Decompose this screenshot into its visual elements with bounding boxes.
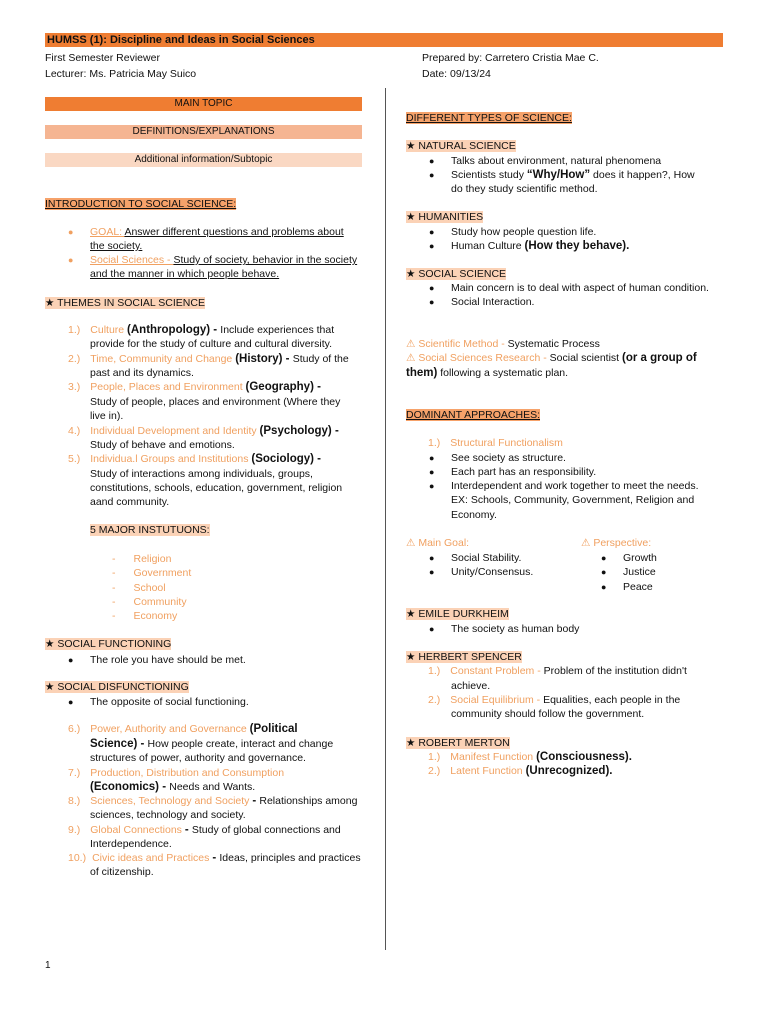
social-science-heading: ★ SOCIAL SCIENCE <box>406 268 507 280</box>
theme-5-cont: Study of interactions among individuals, groups, <box>90 468 313 480</box>
theme-5-cont3: aand community. <box>90 496 170 508</box>
spencer-heading: ★ HERBERT SPENCER <box>406 651 522 663</box>
theme-8-cont: sciences, technology and society. <box>90 809 246 821</box>
theme-5-cont2: constitutions, schools, education, government, religion <box>90 482 343 494</box>
social-functioning-item: ● The role you have should be met. <box>90 654 246 666</box>
durkheim-item: ● The society as human body <box>451 623 579 635</box>
sf-example: EX: Schools, Community, Government, Religion and <box>451 494 695 506</box>
dominant-approaches-heading: DOMINANT APPROACHES: <box>406 409 540 421</box>
institutions-heading: 5 MAJOR INSTUTUONS: <box>90 524 210 536</box>
structural-functionalism: 1.) Structural Functionalism <box>428 437 563 449</box>
theme-4: 4.) Individual Development and Identity (Psychology) - <box>68 425 339 437</box>
theme-5: 5.) Individua.l Groups and Institutions (Sociology) - <box>68 453 322 465</box>
theme-10: 10.) Civic ideas and Practices - Ideas, principles and practices <box>68 852 361 864</box>
natural-item-cont: do they study scientific method. <box>451 183 598 195</box>
theme-3-cont2: live in). <box>90 410 124 422</box>
goal-item: ● Social Stability. <box>451 552 521 564</box>
social-sciences-research-cont: them) following a systematic plan. <box>406 367 569 379</box>
legend-definitions: DEFINITIONS/EXPLANATIONS <box>45 125 362 139</box>
perspective-item: ● Justice <box>623 566 656 578</box>
social-disfunctioning-item: ● The opposite of social functioning. <box>90 696 249 708</box>
scientific-method: ⚠ Scientific Method - Systematic Process <box>406 338 600 350</box>
legend-main-topic: MAIN TOPIC <box>45 97 362 111</box>
social-disfunctioning-heading: ★ SOCIAL DISFUNCTIONING <box>45 681 189 693</box>
page-number: 1 <box>45 960 51 971</box>
goal-item: ● Unity/Consensus. <box>451 566 533 578</box>
theme-7-cont: (Economics) - Needs and Wants. <box>90 781 256 793</box>
humanities-item: ● Study how people question life. <box>451 226 596 238</box>
merton-item-1: 1.) Manifest Function (Consciousness). <box>428 751 632 763</box>
institution-item: - Religion <box>112 553 172 565</box>
social-science-item: ● Social Interaction. <box>451 296 534 308</box>
intro-heading: INTRODUCTION TO SOCIAL SCIENCE: <box>45 198 237 210</box>
column-divider <box>385 88 386 950</box>
sf-item: ● See society as structure. <box>451 452 566 464</box>
humanities-heading: ★ HUMANITIES <box>406 211 484 223</box>
theme-2-cont: past and its dynamics. <box>90 367 194 379</box>
spencer-item-1: 1.) Constant Problem - Problem of the institution didn't <box>428 665 687 677</box>
perspective-item: ● Growth <box>623 552 657 564</box>
merton-item-2: 2.) Latent Function (Unrecognized). <box>428 765 613 777</box>
natural-science-heading: ★ NATURAL SCIENCE <box>406 140 516 152</box>
social-sciences-research: ⚠ Social Sciences Research - Social scientist (or a group of <box>406 352 697 364</box>
goal-item: ● GOAL: Answer different questions and problems about <box>90 226 344 238</box>
main-goal-label: ⚠ Main Goal: <box>406 537 470 549</box>
spencer-item-1-cont: achieve. <box>451 680 491 692</box>
merton-heading: ★ ROBERT MERTON <box>406 737 510 749</box>
theme-3-cont: Study of people, places and environment (Where they <box>90 396 341 408</box>
perspective-label: ⚠ Perspective: <box>581 537 652 549</box>
social-science-item: ● Main concern is to deal with aspect of human condition. <box>451 282 709 294</box>
theme-9: 9.) Global Connections - Study of global connections and <box>68 824 341 836</box>
spencer-item-2-cont: community should follow the government. <box>451 708 645 720</box>
natural-item: ● Talks about environment, natural phenomena <box>451 155 661 167</box>
sf-item: ● Interdependent and work together to meet the needs. <box>451 480 699 492</box>
theme-7: 7.) Production, Distribution and Consumption <box>68 767 285 779</box>
theme-2: 2.) Time, Community and Change (History) - Study of the <box>68 353 349 365</box>
theme-9-cont: Interdependence. <box>90 838 172 850</box>
date-label: Date: 09/13/24 <box>422 68 491 80</box>
institution-item: - School <box>112 582 166 594</box>
theme-8: 8.) Sciences, Technology and Society - Relationships among <box>68 795 358 807</box>
document-title: HUMSS (1): Discipline and Ideas in Social Sciences <box>47 34 315 46</box>
social-sciences-item-cont: and the manner in which people behave. <box>90 268 280 280</box>
semester-label: First Semester Reviewer <box>45 52 160 64</box>
sf-item: ● Each part has an responsibility. <box>451 466 596 478</box>
sf-example-cont: Economy. <box>451 509 497 521</box>
institution-item: - Government <box>112 567 192 579</box>
theme-1: 1.) Culture (Anthropology) - Include experiences that <box>68 324 335 336</box>
theme-4-cont: Study of behave and emotions. <box>90 439 235 451</box>
theme-3: 3.) People, Places and Environment (Geography) - <box>68 381 321 393</box>
theme-10-cont: of citizenship. <box>90 866 154 878</box>
theme-1-cont: provide for the study of culture and cultural diversity. <box>90 338 333 350</box>
goal-item-cont: the society. <box>90 240 143 252</box>
institution-item: - Community <box>112 596 187 608</box>
social-functioning-heading: ★ SOCIAL FUNCTIONING <box>45 638 172 650</box>
perspective-item: ● Peace <box>623 581 653 593</box>
theme-6-cont: Science) - How people create, interact and change <box>90 738 334 750</box>
types-heading: DIFFERENT TYPES OF SCIENCE: <box>406 112 572 124</box>
prepared-by-label: Prepared by: Carretero Cristia Mae C. <box>422 52 599 64</box>
lecturer-label: Lecturer: Ms. Patricia May Suico <box>45 68 197 80</box>
humanities-item: ● Human Culture (How they behave). <box>451 240 629 252</box>
institution-item: - Economy <box>112 610 178 622</box>
durkheim-heading: ★ EMILE DURKHEIM <box>406 608 509 620</box>
theme-6-cont2: structures of power, authority and governance. <box>90 752 306 764</box>
legend-additional: Additional information/Subtopic <box>45 153 362 167</box>
social-sciences-item: ● Social Sciences - Study of society, behavior in the society <box>90 254 357 266</box>
theme-6: 6.) Power, Authority and Governance (Political <box>68 723 298 735</box>
themes-heading: ★ THEMES IN SOCIAL SCIENCE <box>45 297 205 309</box>
natural-item: ● Scientists study “Why/How” does it happen?, How <box>451 169 695 181</box>
spencer-item-2: 2.) Social Equilibrium - Equalities, each people in the <box>428 694 681 706</box>
